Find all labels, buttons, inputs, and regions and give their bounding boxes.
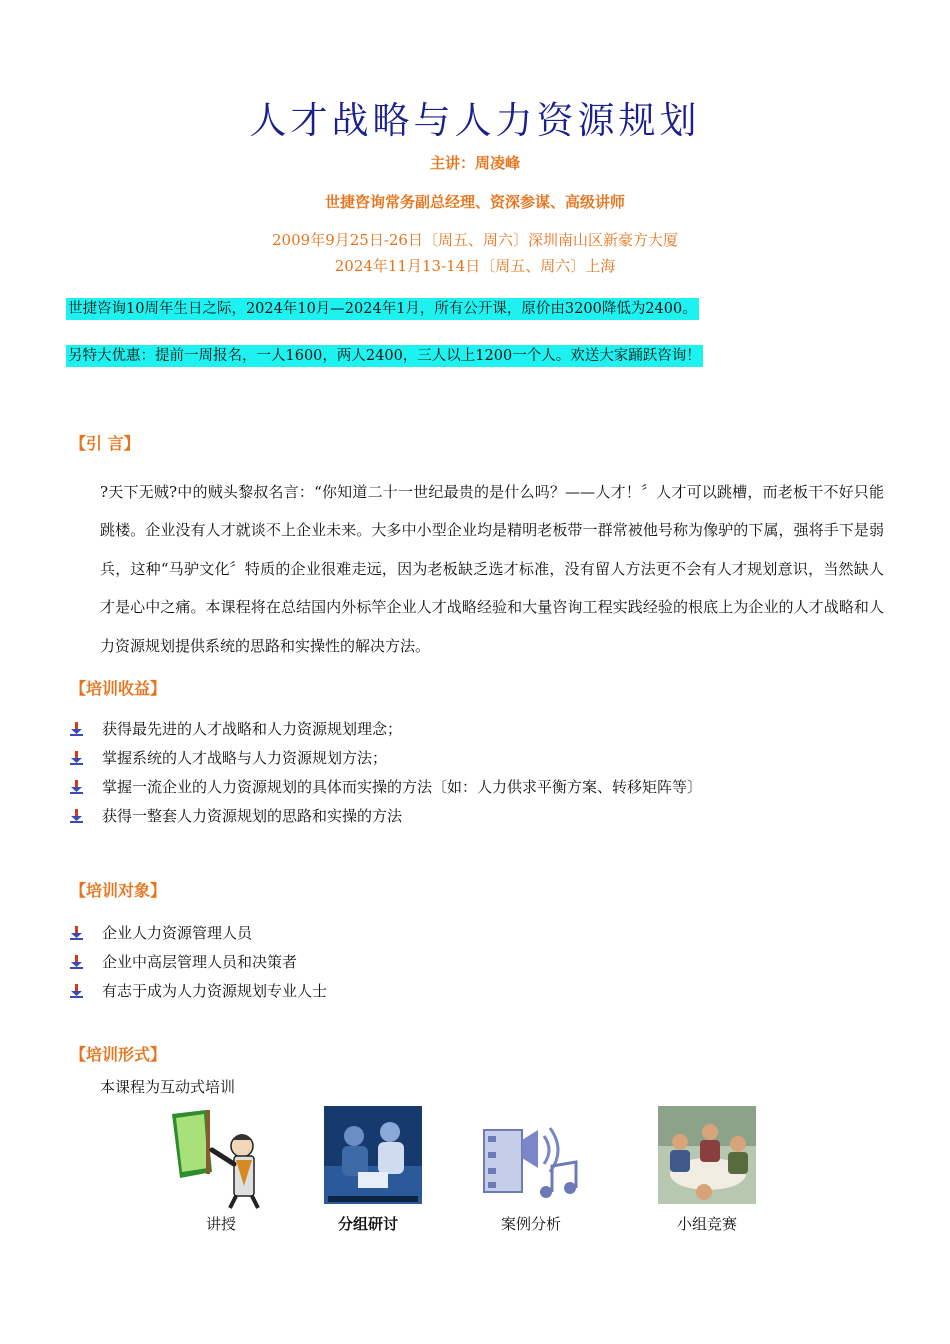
case-analysis-illustration	[482, 1106, 582, 1204]
intro-heading: 【引 言】	[70, 434, 140, 453]
list-item: 企业中高层管理人员和决策者	[70, 947, 327, 976]
list-item: 掌握一流企业的人力资源规划的具体而实操的方法〔如：人力供求平衡方案、转移矩阵等〕	[70, 772, 702, 801]
benefits-heading: 【培训收益】	[70, 679, 167, 698]
arrow-bullet-icon	[70, 984, 84, 998]
list-item: 企业人力资源管理人员	[70, 918, 327, 947]
list-item: 获得最先进的人才战略和人力资源规划理念；	[70, 714, 702, 743]
arrow-bullet-icon	[70, 926, 84, 940]
caption-group-competition: 小组竞赛	[676, 1215, 737, 1233]
arrow-bullet-icon	[70, 809, 84, 823]
speaker-title: 世捷咨询常务副总经理、资深参谋、高级讲师	[324, 193, 625, 211]
arrow-bullet-icon	[70, 955, 84, 969]
audience-list	[70, 918, 327, 1005]
format-heading: 【培训形式】	[70, 1045, 167, 1064]
promo-line-1: 世捷咨询10周年生日之际，2024年10月—2024年1月，所有公开课，原价由3200降低为2400。	[66, 298, 699, 320]
arrow-bullet-icon	[70, 780, 84, 794]
arrow-bullet-icon	[70, 751, 84, 765]
arrow-bullet-icon	[70, 722, 84, 736]
promo-line-2: 另特大优惠：提前一周报名，一人1600，两人2400，三人以上1200一个人。欢送大家踊跃咨询！	[66, 345, 703, 367]
audience-heading: 【培训对象】	[70, 881, 167, 900]
list-item: 有志于成为人力资源规划专业人士	[70, 976, 327, 1005]
list-item: 掌握系统的人才战略与人力资源规划方法；	[70, 743, 702, 772]
list-item: 获得一整套人力资源规划的思路和实操的方法	[70, 801, 702, 830]
session-date-2: 2024年11月13-14日〔周五、周六〕上海	[334, 257, 616, 275]
intro-text: ?天下无贼?中的贼头黎叔名言：“你知道二十一世纪最贵的是什么吗？——人才！〞人才可以跳槽，而老板干不好只能跳楼。企业没有人才就谈不上企业未来。大多中小型企业均是精明老板带一群常被他号称为像驴的下属，强将手下是弱兵，这种“马驴文化〞特质的企业很难走远，因为老板缺乏选才标准，没有留人方法更不会有人才规划意识，当然缺人才是心中之痛。本课程将在总结国内外标竿企业人才战略经验和大量咨询工程实践经验的根底上为企业的人才战略和人力资源规划提供系统的思路和实操性的解决方法。	[100, 483, 884, 655]
session-date-1: 2009年9月25日-26日〔周五、周六〕深圳南山区新豪方大厦	[272, 231, 678, 249]
format-description: 本课程为互动式培训	[100, 1078, 236, 1096]
group-competition-photo	[658, 1106, 756, 1204]
group-discussion-photo	[324, 1106, 422, 1204]
speaker: 主讲：周凌峰	[429, 154, 520, 172]
caption-lecture: 讲授	[205, 1215, 236, 1233]
benefits-list	[70, 714, 702, 830]
document-title: 人才战略与人力资源规划	[249, 99, 701, 142]
lecture-illustration	[166, 1106, 270, 1210]
caption-case-analysis: 案例分析	[500, 1215, 561, 1233]
caption-group-discussion: 分组研讨	[337, 1215, 398, 1233]
